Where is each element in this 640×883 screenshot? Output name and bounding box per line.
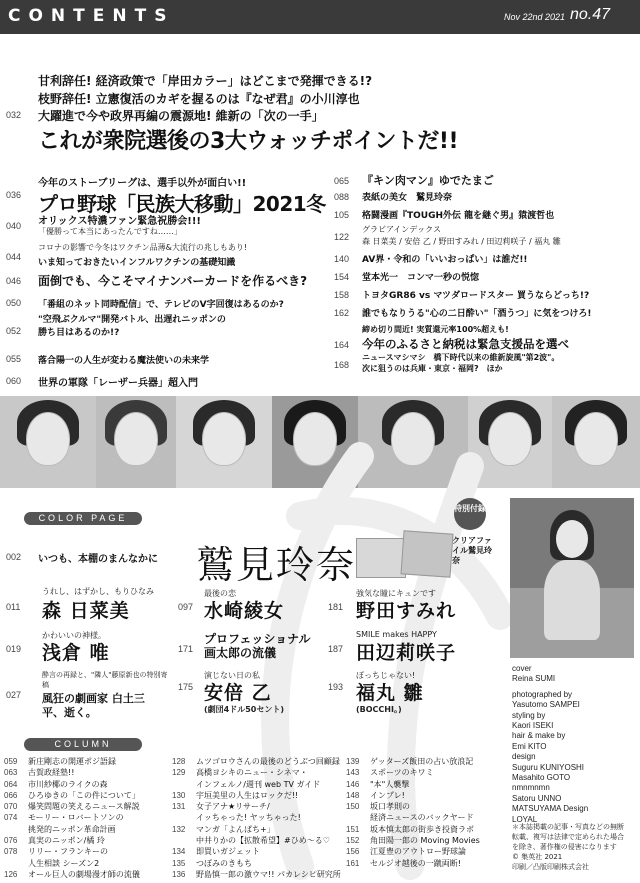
page-number: 019 — [6, 644, 22, 654]
article-title: 「優勝って本当にあったんですね……」 — [38, 227, 182, 236]
article-title: プロ野球「民族大移動」2021冬 — [38, 192, 326, 216]
page-number: 011 — [6, 602, 21, 612]
clear-file-photo — [401, 530, 454, 577]
page-number: 027 — [6, 690, 22, 700]
feature-lead-2: 枝野辞任! 立憲復活のカギを握るのは『なぜ君』の小川淳也 — [38, 92, 360, 106]
photo — [552, 396, 640, 488]
color-page-label: COLOR PAGE — [24, 512, 142, 525]
entry-sub: 最後の恋 — [204, 589, 236, 598]
page-title: CONTENTS — [8, 6, 175, 26]
column-label: COLUMN — [24, 738, 142, 751]
column-list-1: 059 新庄剛志の開運ポジ語録 063 古賀政経塾!! 064 市川紗椰のライクの森 066 ひろゆきの「この件について」 070 爆笑問題の笑えるニュース解説 074 モーリー・ロバートソンの 挑発的ニッポン革命計画 076 真実のニッポン/橘 玲 078 リリー・フランキーの 人生相談 シーズン2 126 オール巨人の劇場漫才師の流儀 — [4, 757, 140, 879]
article-sub: オリックス特濃ファン緊急祝勝会!!! — [38, 216, 201, 227]
copyright-notice: ＊本誌掲載の記事・写真などの無断 転載、複写は法律で定められた場合 を除き、著作権の侵害になります © 集英社 2021 印刷／凸版印刷株式会社 — [512, 823, 624, 871]
page-number: 036 — [6, 190, 22, 200]
list-item: 065 『キン肉マン』ゆでたまご — [334, 174, 494, 187]
page-number: 046 — [6, 276, 22, 286]
feature-page-number: 032 — [6, 110, 22, 120]
page-number: 040 — [6, 221, 22, 231]
color-page-entries — [0, 586, 500, 734]
entry-name: 画太郎の流儀 — [204, 646, 277, 660]
entry-name: 田辺莉咲子 — [356, 642, 457, 664]
article-sub: コロナの影響で今冬はワクチン品薄&大流行の兆しもあり! — [38, 243, 248, 252]
entry-name: 風狂の劇画家 白土三平、逝く。 — [42, 692, 145, 719]
list-item: グラビアインデックス — [362, 225, 442, 234]
article-sub: 今年のストーブリーグは、選手以外が面白い!! — [38, 178, 247, 189]
list-item: 162 誰でもなりうる"心の二日酔い"「酒うつ」に気をつけろ! — [334, 308, 592, 319]
list-item: 154 堂本光一 コンマ一秒の悦惚 — [334, 272, 480, 283]
list-item: 158 トヨタGR86 vs マツダロードスター 買うならどっち!? — [334, 290, 590, 301]
list-item: 122 — [334, 232, 350, 242]
page-number: 052 — [6, 326, 22, 336]
article-title: いま知っておきたいインフルワクチンの基礎知識 — [38, 258, 236, 268]
feature-lead-3: 大躍進で今や政界再編の震源地! 維新の「次の一手」 — [38, 109, 324, 123]
list-item: ニュースマシマシ 橋下時代以来の維新旋風"第2波"。 — [362, 353, 560, 362]
page-number: 193 — [328, 682, 344, 692]
photo — [176, 396, 272, 488]
page-number: 002 — [6, 552, 22, 562]
list-item: 168 — [334, 360, 350, 370]
photo — [358, 396, 468, 488]
cover-model-name: 鷲見玲奈 — [196, 543, 357, 587]
issue-date: Nov 22nd 2021 — [504, 12, 566, 22]
clear-file-label: クリアファイル鷲見玲奈 — [452, 536, 492, 565]
page-number: 171 — [178, 644, 194, 654]
entry-sub: 強気な瞳にキュンです — [356, 589, 436, 598]
page-number: 060 — [6, 376, 22, 386]
list-item: 088 表紙の美女 鷲見玲奈 — [334, 192, 453, 203]
list-item: 105 格闘漫画『TOUGH外伝 龍を継ぐ男』猿渡哲也 — [334, 210, 555, 221]
entry-sub: 酔言の再録と、"隣人"藤原新也の特別寄稿 — [42, 671, 168, 689]
cover-photo — [510, 498, 634, 658]
page-number: 044 — [6, 252, 22, 262]
issue-number: no.47 — [570, 6, 611, 23]
entry-sub: かわいいの神様。 — [42, 631, 106, 640]
article-title: 「番組のネット同時配信」で、テレビのV字回復はあるのか? — [38, 300, 284, 310]
list-item: 次に狙うのは兵庫・東京・福岡? ほか — [362, 364, 503, 373]
feature-lead-1: 甘利辞任! 経済政策で「岸田カラー」はどこまで発揮できる!? — [38, 74, 373, 88]
photo — [96, 396, 176, 488]
entry-name: 安倍 乙 — [204, 682, 272, 704]
clear-file-photo — [356, 538, 406, 578]
page-number: 175 — [178, 682, 194, 692]
entry-name: 水崎綾女 — [204, 600, 285, 622]
list-item: 140 AV界・令和の「いいおっぱい」は誰だ!! — [334, 254, 528, 265]
column-list-2: 128 ムツゴロウさんの最後のどうぶつ回顧録 129 高橋ヨシキのニュー・シネマ・ インフェルノ/週刊 web TV ガイド 130 宇垣美里の人生はロックだ!! 131 女子アナ★リサーチ/ イッちゃった! ヤッちゃった! 132 マンガ「よんぱち+」 中井りかの【拡散希望】#ひめ〜る♡ 134 即買いガジェット 135 つぼみのきもち 136 野島慎一郎の激ウマ!! パカレシピ研究所 — [172, 757, 341, 879]
entry-name: 野田すみれ — [356, 600, 457, 622]
column-list-3: 139 ゲッターズ飯田の占い放浪記 143 スポーツのキワミ 146 "本"人襲撃 148 インプレ! 150 坂口孝則の 経済ニュースのバックヤード 151 坂本慎太郎の街歩き投資ラボ 152 角田陽一郎の Moving Movies 156 江夏豊のアウトロー野球論 161 セルジオ越後の一蹴両断! — [346, 757, 480, 868]
entry-name: 浅倉 唯 — [42, 642, 110, 664]
right-article-list — [334, 166, 640, 386]
left-article-list — [0, 168, 330, 388]
article-title: 面倒でも、今こそマイナンバーカードを作るべき? — [38, 274, 308, 288]
cover-entry-sub: いつも、本棚のまんなかに — [38, 554, 158, 565]
entry-sub: 演じない日の私 — [204, 671, 260, 680]
page-number: 055 — [6, 354, 22, 364]
photo — [0, 396, 96, 488]
list-item: 締め切り間近! 実質還元率100%超えも! — [362, 325, 509, 334]
feature-headline: これが衆院選後の3大ウォッチポイントだ!! — [38, 129, 458, 154]
entry-sub: プロフェッショナル — [204, 632, 311, 646]
entry-name: 福丸 雛 — [356, 682, 424, 704]
page-number: 187 — [328, 644, 344, 654]
entry-sub: うれし、はずかし、もりひなみ — [42, 587, 154, 596]
list-item: 森 日菜美 / 安倍 乙 / 野田すみれ / 田辺莉咲子 / 福丸 雛 — [362, 237, 561, 246]
entry-sub: ぼっちじゃない! — [356, 671, 416, 680]
page-number: 097 — [178, 602, 194, 612]
credits: cover Reina SUMI photographed by Yasutomo SAMPEI styling by Kaori ISEKI hair & make by Emi KITO design Suguru KUNIYOSHI Masahito GOTO nmnmnmn Satoru UNNO MATSUYAMA Design LOYAL — [512, 664, 589, 824]
page-number: 181 — [328, 602, 344, 612]
article-title: "空飛ぶクルマ"開発バトル、出遅れニッポンの勝ち目はあるのか!? — [38, 315, 226, 338]
page-number: 050 — [6, 298, 22, 308]
special-supplement-badge: 特別付録 — [454, 498, 486, 530]
entry-name: 森 日菜美 — [42, 600, 130, 622]
entry-note: (劇団4ドル50セント) — [204, 705, 285, 714]
article-title: 世界の軍隊「レーザー兵器」超入門 — [38, 378, 198, 389]
list-item: 164 今年のふるさと納税は緊急支援品を選べ — [334, 337, 569, 351]
entry-note: (BOCCHI。) — [356, 705, 402, 714]
photo — [468, 396, 552, 488]
article-title: 落合陽一の人生が変わる魔法使いの未来学 — [38, 356, 210, 366]
entry-sub: SMILE makes HAPPY — [356, 630, 437, 639]
gravure-photo-strip — [0, 396, 640, 488]
photo — [272, 396, 358, 488]
